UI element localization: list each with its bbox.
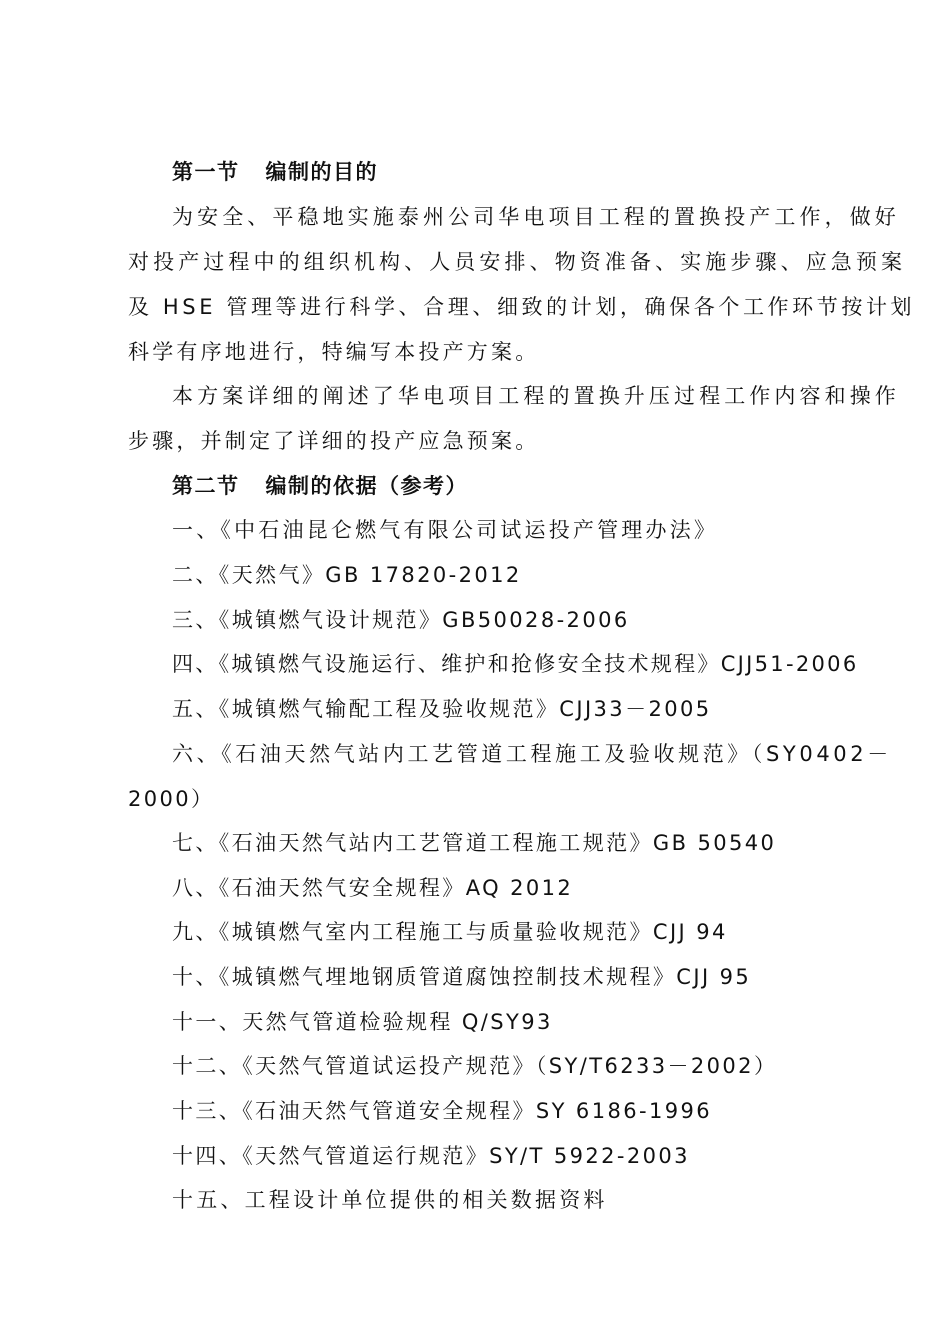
section2-number: 第二节 [172,474,240,498]
reference-item: 八、《石油天然气安全规程》AQ 2012 [172,876,574,900]
reference-item: 六、《石油天然气站内工艺管道工程施工及验收规范》（SY0402－ [172,742,892,766]
reference-item: 九、《城镇燃气室内工程施工与质量验收规范》CJJ 94 [172,920,728,944]
reference-item: 七、《石油天然气站内工艺管道工程施工规范》GB 50540 [172,831,777,855]
section1-heading [172,157,378,187]
reference-item: 十一、天然气管道检验规程 Q/SY93 [172,1010,553,1034]
section1-paragraph1-line2: 对投产过程中的组织机构、人员安排、物资准备、实施步骤、应急预案 [128,250,907,274]
reference-item: 十、《城镇燃气埋地钢质管道腐蚀控制技术规程》CJJ 95 [172,965,752,989]
reference-item: 五、《城镇燃气输配工程及验收规范》CJJ33－2005 [172,697,712,721]
section1-paragraph2-line2: 步骤，并制定了详细的投产应急预案。 [128,429,540,453]
reference-item: 十四、《天然气管道运行规范》SY/T 5922-2003 [172,1144,690,1168]
reference-item: 一、《中石油昆仑燃气有限公司试运投产管理办法》 [172,518,719,542]
section1-paragraph1-line1: 为安全、平稳地实施泰州公司华电项目工程的置换投产工作，做好 [172,205,900,229]
reference-item-continuation: 2000） [128,787,215,811]
section1-paragraph1-line3: 及 HSE 管理等进行科学、合理、细致的计划，确保各个工作环节按计划 [128,295,916,319]
section1-paragraph1-line4: 科学有序地进行，特编写本投产方案。 [128,340,540,364]
section2-title: 编制的依据（参考） [265,474,468,498]
reference-item: 十三、《石油天然气管道安全规程》SY 6186-1996 [172,1099,712,1123]
reference-item: 三、《城镇燃气设计规范》GB50028-2006 [172,608,630,632]
section1-title: 编制的目的 [265,160,378,184]
section1-paragraph2-line1: 本方案详细的阐述了华电项目工程的置换升压过程工作内容和操作 [172,384,900,408]
reference-item: 四、《城镇燃气设施运行、维护和抢修安全技术规程》CJJ51-2006 [172,652,859,676]
section1-number: 第一节 [172,160,240,184]
section2-heading [172,471,468,501]
reference-item: 二、《天然气》GB 17820-2012 [172,563,522,587]
reference-item: 十五、工程设计单位提供的相关数据资料 [172,1188,608,1212]
reference-item: 十二、《天然气管道试运投产规范》（SY/T6233－2002） [172,1054,778,1078]
